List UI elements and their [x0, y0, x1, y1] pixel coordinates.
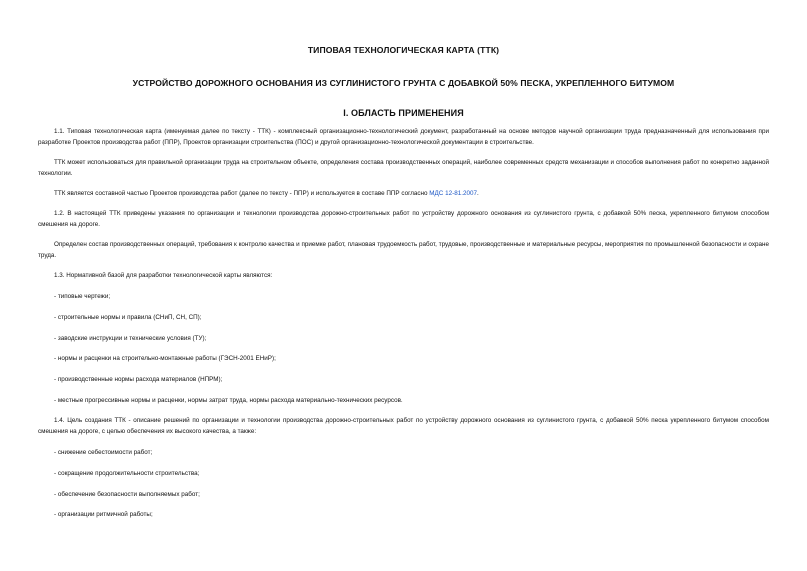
list-item: - заводские инструкции и технические условия (ТУ);: [54, 335, 207, 342]
list-item: - строительные нормы и правила (СНиП, СН, СП);: [54, 314, 202, 321]
paragraph-1-2: 1.2. В настоящей ТТК приведены указания по организации и технологии производства дорожно-строительных работ по устройству дорожного основания из суглинистого грунта, с добавкой 50% песка, укрепленного битумом способом смешения на дороге.: [38, 210, 769, 228]
list-item: - типовые чертежи;: [54, 293, 111, 300]
document-subtitle: УСТРОЙСТВО ДОРОЖНОГО ОСНОВАНИЯ ИЗ СУГЛИНИСТОГО ГРУНТА С ДОБАВКОЙ 50% ПЕСКА, УКРЕПЛЕННОГО БИТУМОМ: [132, 78, 675, 88]
list-item: - снижение себестоимости работ;: [54, 449, 153, 456]
paragraph-ttk-usage: ТТК может использоваться для правильной организации труда на строительном объекте, определения состава производственных операций, наиболее современных средств механизации и способов выполнения работ по конкретно заданной технологии.: [38, 159, 769, 177]
paragraph-1-1: 1.1. Типовая технологическая карта (именуемая далее по тексту - ТТК) - комплексный организационно-технологический документ, разработанный на основе методов научной организации труда предназначенный для использования при разработке Проектов производства работ (ППР), Проектов организации строительства (ПОС) и другой организационно-технологической документации в строительстве.: [38, 128, 769, 146]
list-item: - обеспечение безопасности выполняемых работ;: [54, 491, 200, 498]
paragraph-operations: Определен состав производственных операций, требования к контролю качества и приемке работ, плановая трудоемкость работ, трудовые, производственные и материальные ресурсы, мероприятия по промышленной безопасности и охране труда.: [38, 241, 769, 259]
paragraph-1-4: 1.4. Цель создания ТТК - описание решений по организации и технологии производства дорожно-строительных работ по устройству дорожного основания из суглинистого грунта, с добавкой 50% песка укрепленного битумом способом смешения на дороге, с целью обеспечения их высокого качества, а также:: [38, 417, 769, 435]
section-heading: I. ОБЛАСТЬ ПРИМЕНЕНИЯ: [343, 108, 464, 118]
paragraph-ttk-part: [38, 189, 769, 200]
mds-link[interactable]: МДС 12-81.2007: [429, 190, 477, 197]
paragraph-ttk-part-text: ТТК является составной частью Проектов производства работ (далее по тексту - ППР) и используется в составе ППР согласно: [54, 190, 430, 197]
document-title: ТИПОВАЯ ТЕХНОЛОГИЧЕСКАЯ КАРТА (ТТК): [307, 45, 500, 55]
list-item: - нормы и расценки на строительно-монтажные работы (ГЭСН-2001 ЕНиР);: [54, 355, 276, 362]
list-item: - местные прогрессивные нормы и расценки, нормы затрат труда, нормы расхода материально-технических ресурсов.: [54, 397, 403, 404]
list-item: - организации ритмичной работы;: [54, 511, 153, 518]
list-item: - сокращение продолжительности строительства;: [54, 470, 200, 477]
list-item: - производственные нормы расхода материалов (НПРМ);: [54, 376, 223, 383]
paragraph-ttk-part-end: .: [476, 190, 479, 197]
paragraph-1-3: 1.3. Нормативной базой для разработки технологической карты являются:: [54, 272, 273, 279]
